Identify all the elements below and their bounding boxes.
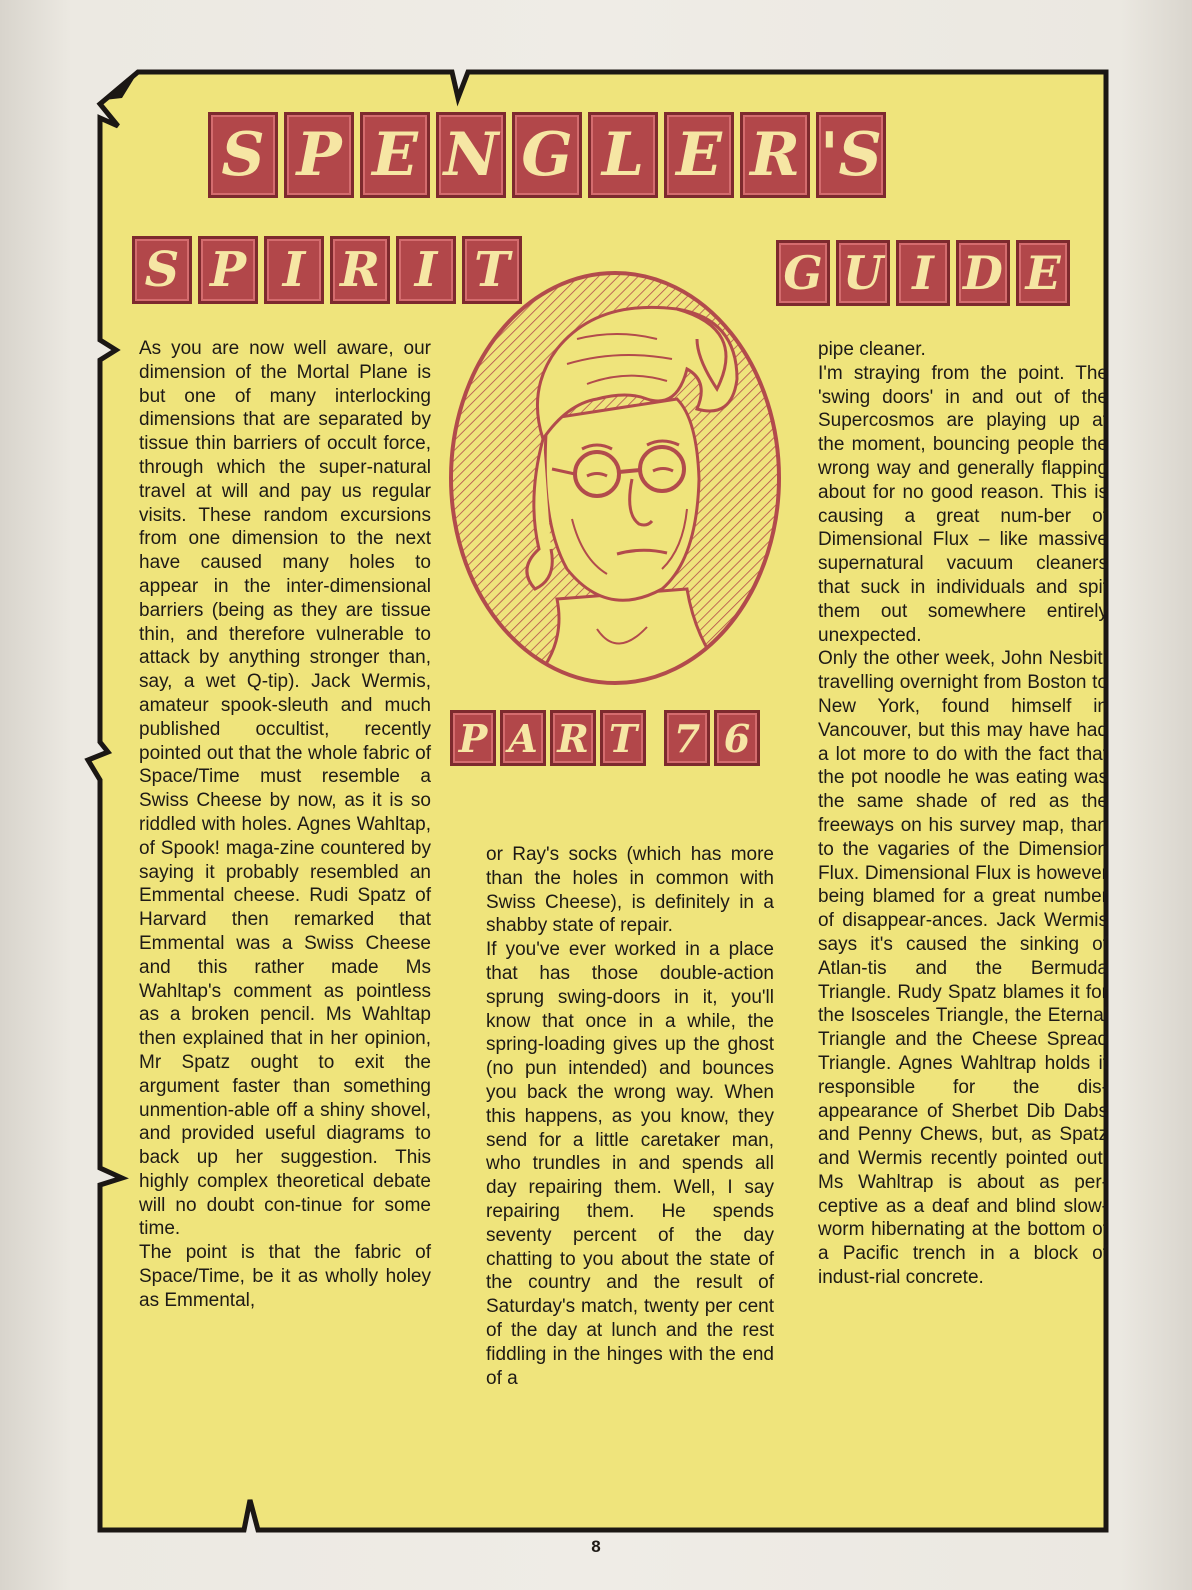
- title-letter: R: [330, 236, 390, 304]
- title-letter: N: [436, 112, 506, 198]
- title-letter: P: [198, 236, 258, 304]
- title-letter: P: [284, 112, 354, 198]
- title-letter: I: [396, 236, 456, 304]
- title-letter: E: [1016, 240, 1070, 306]
- title-letter: G: [512, 112, 582, 198]
- page-number: 8: [591, 1537, 601, 1556]
- title-letter: G: [776, 240, 830, 306]
- title-letter: R: [740, 112, 810, 198]
- part-letter: R: [550, 710, 596, 766]
- spacer: [650, 710, 660, 766]
- title-letter: D: [956, 240, 1010, 306]
- title-letter: U: [836, 240, 890, 306]
- title-letter: I: [896, 240, 950, 306]
- title-spenglers: [208, 112, 886, 198]
- part-letter: T: [600, 710, 646, 766]
- part-number-digit: 6: [714, 710, 760, 766]
- paragraph: The point is that the fabric of Space/Time, be it as wholly holey as Emmental,: [139, 1242, 431, 1311]
- paragraph: I'm straying from the point. The 'swing doors' in and out of the Supercosmos are playing up at the moment, bouncing people the wrong way and generally flapping about for no good reason. This is causing a great num-ber of Dimensional Flux – like massive supernatural vacuum cleaners that suck in individuals and spit them out somewhere entirely unexpected.: [818, 362, 1108, 646]
- paragraph: or Ray's socks (which has more than the holes in common with Swiss Cheese), is definitely in a shabby state of repair.: [486, 844, 774, 937]
- paragraph: As you are now well aware, our dimension of the Mortal Plane is but one of many interlocking dimensions that are separated by tissue thin barriers of occult force, through which the super-natural travel at will and pay us regular visits. These random excursions from one dimension to the next have caused many holes to appear in the inter-dimensional barriers (being as they are tissue thin, and therefore vulnerable to attack by anything stronger than, say, a wet Q-tip). Jack Wermis, amateur spook-sleuth and much published occultist, recently pointed out that the whole fabric of Space/Time must resemble a Swiss Cheese by now, as it is so riddled with holes. Agnes Wahltap, of Spook! maga-zine countered by saying it probably resembled an Emmental cheese. Rudi Spatz of Harvard then remarked that Emmental was a Swiss Cheese and this rather made Ms Wahltap's comment as pointless as a broken pencil. Ms Wahltap then explained that in her opinion, Mr Spatz ought to exit the argument faster than something unmention-able off a shiny shovel, and provided useful diagrams to back up her suggestion. This highly complex theoretical debate will no doubt con-tinue for some time.: [139, 338, 431, 1240]
- title-letter: E: [664, 112, 734, 198]
- title-letter: S: [208, 112, 278, 198]
- article-column-3: [818, 338, 1108, 1290]
- title-letter: L: [588, 112, 658, 198]
- part-letter: A: [500, 710, 546, 766]
- paragraph: If you've ever worked in a place that has those double-action sprung swing-doors in it, you'll know that once in a while, the spring-loading gives up the ghost (no pun intended) and bounces you back the wrong way. When this happens, as you know, they send for a little caretaker man, who trundles in and spends all day repairing them. Well, I say repairing them. He spends seventy percent of the day chatting to you about the state of the country and the result of Saturday's match, twenty per cent of the day at lunch and the rest fiddling in the hinges with the end of a: [486, 939, 774, 1389]
- title-letter: S: [132, 236, 192, 304]
- article-column-1: [139, 337, 431, 1313]
- title-letter: T: [462, 236, 522, 304]
- egon-portrait-icon: [447, 269, 783, 687]
- paragraph: pipe cleaner.: [818, 339, 926, 360]
- paragraph: Only the other week, John Nesbit, travelling overnight from Boston to New York, found himself in Vancouver, but this may have had a lot more to do with the fact that the pot noodle he was eating was the same shade of red as the freeways on his survey map, than to the vagaries of the Dimension Flux. Dimensional Flux is however being blamed for a great number of disappear-ances. Jack Wermis says it's caused the sinking of Atlan-tis and the Bermuda Triangle. Rudy Spatz blames it for the Isosceles Triangle, the Eternal Triangle and the Cheese Spread Triangle. Agnes Wahltrap holds it responsible for the dis-appearance of Sherbet Dib Dabs and Penny Chews, but, as Spatz and Wermis recently pointed out, Ms Wahltrap is about as per-ceptive as a deaf and blind slow-worm hibernating at the bottom of a Pacific trench in a block of indust-rial concrete.: [818, 648, 1108, 1289]
- title-letter: 'S: [816, 112, 886, 198]
- article-column-2: [486, 843, 774, 1390]
- part-number-digit: 7: [664, 710, 710, 766]
- title-part-76: [450, 710, 760, 766]
- part-letter: P: [450, 710, 496, 766]
- title-letter: I: [264, 236, 324, 304]
- title-letter: E: [360, 112, 430, 198]
- title-guide: [776, 240, 1070, 306]
